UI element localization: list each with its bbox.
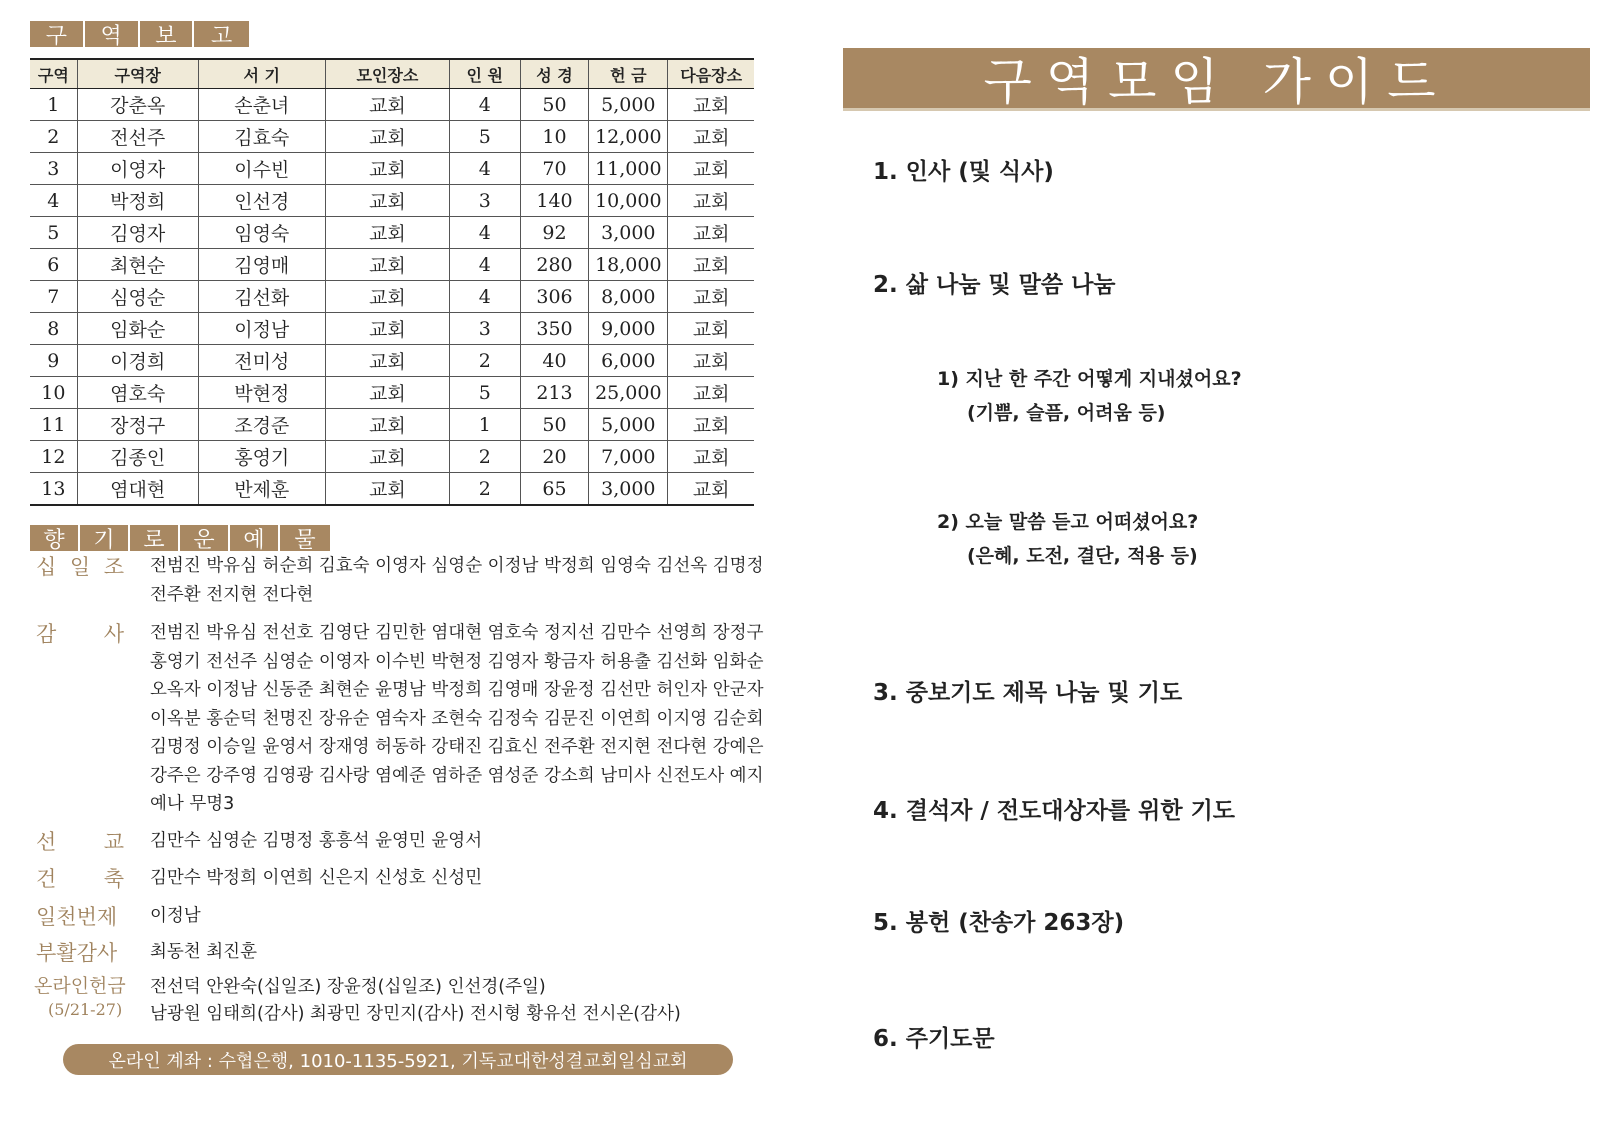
table-cell: 교회 [668, 185, 754, 217]
table-cell: 5 [30, 217, 77, 249]
label-char: 감 [36, 622, 57, 646]
table-cell: 25,000 [589, 377, 668, 409]
table-row [30, 281, 754, 313]
table-cell: 3,000 [589, 473, 668, 506]
online-period: (5/21-27) [48, 1000, 123, 1019]
thousand-names: 이정남 [150, 906, 201, 926]
table-cell: 염대현 [77, 473, 198, 506]
table-cell: 8,000 [589, 281, 668, 313]
table-cell: 10 [30, 377, 77, 409]
table-cell: 11,000 [589, 153, 668, 185]
table-cell: 임화순 [77, 313, 198, 345]
table-cell: 213 [520, 377, 589, 409]
online-names-line: 남광원 임태희(감사) 최광민 장민지(감사) 전시형 황유선 전시온(감사) [150, 1004, 681, 1024]
table-cell: 1 [30, 89, 77, 121]
table-cell: 12 [30, 441, 77, 473]
table-cell: 65 [520, 473, 589, 506]
table-cell: 교회 [325, 441, 449, 473]
table-cell: 박정희 [77, 185, 198, 217]
table-cell: 6 [30, 249, 77, 281]
table-cell: 5,000 [589, 89, 668, 121]
table-cell: 3 [449, 185, 520, 217]
offering-section-header [30, 525, 330, 551]
district-report-table [30, 58, 754, 506]
table-cell: 교회 [325, 121, 449, 153]
table-cell: 이영자 [77, 153, 198, 185]
table-row [30, 121, 754, 153]
table-row [30, 313, 754, 345]
table-cell: 김종인 [77, 441, 198, 473]
header-char: 구 [30, 21, 85, 47]
online-names-line: 전선덕 안완숙(십일조) 장윤정(십일조) 인선경(주일) [150, 977, 546, 997]
table-cell: 5 [449, 377, 520, 409]
table-cell: 교회 [668, 473, 754, 506]
column-header: 모인장소 [325, 59, 449, 89]
guide-item: 4. 결석자 / 전도대상자를 위한 기도 [873, 798, 1236, 824]
table-cell: 2 [449, 473, 520, 506]
label-char: 십 [36, 555, 57, 579]
table-cell: 4 [449, 217, 520, 249]
header-char: 역 [85, 21, 140, 47]
tithe-names: 전범진 박유심 허순희 김효숙 이영자 심영순 이정남 박정희 임영숙 김선옥 김명정 전주환 전지현 전다현 [150, 556, 764, 605]
table-cell: 13 [30, 473, 77, 506]
table-cell: 교회 [325, 217, 449, 249]
easter-label: 부활감사 [36, 941, 118, 965]
table-cell: 교회 [325, 281, 449, 313]
online-names [150, 974, 790, 1028]
table-cell: 9,000 [589, 313, 668, 345]
table-cell: 2 [449, 345, 520, 377]
table-cell: 3 [449, 313, 520, 345]
table-cell: 18,000 [589, 249, 668, 281]
table-cell: 10,000 [589, 185, 668, 217]
header-char: 향 [30, 525, 80, 551]
table-cell: 김효숙 [198, 121, 325, 153]
table-cell: 김영자 [77, 217, 198, 249]
table-row [30, 345, 754, 377]
mission-names: 김만수 심영순 김명정 홍흥석 윤영민 윤영서 [150, 831, 483, 851]
table-cell: 반제훈 [198, 473, 325, 506]
table-cell: 교회 [325, 313, 449, 345]
guide-title: 구역모임 가이드 [843, 48, 1590, 111]
table-cell: 2 [449, 441, 520, 473]
label-char: 선 [36, 830, 57, 854]
guide-subitem-question: 1) 지난 한 주간 어떻게 지내셨어요? [937, 368, 1242, 390]
guide-subitem [937, 362, 1242, 430]
column-header: 서 기 [198, 59, 325, 89]
table-cell: 교회 [325, 249, 449, 281]
header-char: 보 [140, 21, 195, 47]
report-section-header [30, 21, 249, 47]
building-names: 김만수 박정희 이연희 신은지 신성호 신성민 [150, 868, 483, 888]
table-cell: 이경희 [77, 345, 198, 377]
header-char: 물 [294, 527, 316, 553]
table-row [30, 217, 754, 249]
table-cell: 3 [30, 153, 77, 185]
table-cell: 인선경 [198, 185, 325, 217]
table-cell: 교회 [668, 441, 754, 473]
table-cell: 전선주 [77, 121, 198, 153]
table-cell: 92 [520, 217, 589, 249]
header-char: 예 [230, 525, 280, 551]
table-cell: 40 [520, 345, 589, 377]
table-cell: 140 [520, 185, 589, 217]
table-cell: 20 [520, 441, 589, 473]
table-cell: 4 [30, 185, 77, 217]
table-cell: 3,000 [589, 217, 668, 249]
header-char: 운 [180, 525, 230, 551]
table-row [30, 153, 754, 185]
guide-item: 1. 인사 (및 식사) [873, 159, 1054, 185]
table-cell: 2 [30, 121, 77, 153]
table-cell: 염호숙 [77, 377, 198, 409]
table-cell: 8 [30, 313, 77, 345]
table-cell: 7 [30, 281, 77, 313]
header-char: 고 [210, 23, 233, 49]
table-cell: 교회 [668, 121, 754, 153]
table-cell: 교회 [668, 281, 754, 313]
guide-item: 3. 중보기도 제목 나눔 및 기도 [873, 680, 1183, 706]
table-cell: 교회 [325, 409, 449, 441]
table-row [30, 89, 754, 121]
table-row [30, 409, 754, 441]
table-cell: 50 [520, 409, 589, 441]
guide-subitem-examples: (기쁨, 슬픔, 어려움 등) [967, 402, 1166, 424]
table-cell: 교회 [325, 153, 449, 185]
table-cell: 4 [449, 249, 520, 281]
table-row [30, 249, 754, 281]
column-header: 구역 [30, 59, 77, 89]
table-cell: 김선화 [198, 281, 325, 313]
table-cell: 교회 [668, 377, 754, 409]
table-cell: 306 [520, 281, 589, 313]
guide-item: 6. 주기도문 [873, 1026, 995, 1052]
table-cell: 5,000 [589, 409, 668, 441]
table-cell: 70 [520, 153, 589, 185]
table-cell: 280 [520, 249, 589, 281]
table-cell: 이수빈 [198, 153, 325, 185]
tithe-label [36, 552, 124, 582]
column-header: 인 원 [449, 59, 520, 89]
table-cell: 4 [449, 281, 520, 313]
table-cell: 1 [449, 409, 520, 441]
label-char: 일 [69, 555, 91, 579]
table-cell: 5 [449, 121, 520, 153]
table-cell: 교회 [325, 185, 449, 217]
column-header: 성 경 [520, 59, 589, 89]
table-cell: 교회 [325, 473, 449, 506]
guide-subitem [937, 505, 1198, 573]
table-cell: 7,000 [589, 441, 668, 473]
table-cell: 홍영기 [198, 441, 325, 473]
table-cell: 손춘녀 [198, 89, 325, 121]
table-cell: 교회 [668, 345, 754, 377]
table-cell: 강춘옥 [77, 89, 198, 121]
table-cell: 교회 [668, 89, 754, 121]
table-cell: 9 [30, 345, 77, 377]
table-cell: 전미성 [198, 345, 325, 377]
table-cell: 교회 [668, 249, 754, 281]
thousand-label: 일천번제 [36, 905, 118, 929]
label-char: 사 [103, 622, 124, 646]
table-cell: 이정남 [198, 313, 325, 345]
online-label: 온라인헌금 [34, 975, 126, 997]
guide-item: 5. 봉헌 (찬송가 263장) [873, 910, 1125, 936]
account-banner: 온라인 계좌 : 수협은행, 1010-1135-5921, 기독교대한성결교회일심교회 [63, 1044, 733, 1075]
column-header: 다음장소 [668, 59, 754, 89]
table-cell: 교회 [325, 377, 449, 409]
table-cell: 50 [520, 89, 589, 121]
table-cell: 4 [449, 89, 520, 121]
guide-subitem-question: 2) 오늘 말씀 듣고 어떠셨어요? [937, 511, 1199, 533]
guide-item: 2. 삶 나눔 및 말씀 나눔 [873, 272, 1116, 298]
mission-label [36, 827, 124, 857]
table-row [30, 473, 754, 506]
table-cell: 350 [520, 313, 589, 345]
table-cell: 12,000 [589, 121, 668, 153]
label-char: 조 [103, 555, 124, 579]
table-row [30, 185, 754, 217]
table-cell: 임영숙 [198, 217, 325, 249]
label-char: 교 [103, 830, 124, 854]
header-char: 로 [130, 525, 180, 551]
table-cell: 최현순 [77, 249, 198, 281]
table-row [30, 377, 754, 409]
table-cell: 6,000 [589, 345, 668, 377]
table-cell: 10 [520, 121, 589, 153]
label-char: 축 [103, 867, 124, 891]
column-header: 구역장 [77, 59, 198, 89]
table-cell: 교회 [668, 217, 754, 249]
table-cell: 장정구 [77, 409, 198, 441]
building-label [36, 864, 124, 894]
table-cell: 교회 [325, 89, 449, 121]
easter-names: 최동천 최진훈 [150, 942, 257, 962]
table-cell: 4 [449, 153, 520, 185]
table-cell: 교회 [668, 409, 754, 441]
table-cell: 교회 [325, 345, 449, 377]
table-cell: 조경준 [198, 409, 325, 441]
thanks-names: 전범진 박유심 전선호 김영단 김민한 염대현 염호숙 정지선 김만수 선영희 장정구 홍영기 전선주 심영순 이영자 이수빈 박현정 김영자 황금자 허용출 김선화 임화순 오옥자 이정남 신동준 최현순 윤명남 박정희 김영매 장윤정 김선만 허인자 안군자 이옥분 홍순덕 천명진 장유순 염숙자 조현숙 김정숙 김문진 이연희 이지영 김순회 김명정 이승일 윤영서 장재영 허동하 강태진 김효신 전주환 전지현 전다현 강예은 강주은 강주영 김영광 김사랑 염예준 염하준 염성준 강소희 남미사 신전도사 예지 예나 무명3 [150, 623, 764, 814]
table-cell: 심영순 [77, 281, 198, 313]
table-cell: 11 [30, 409, 77, 441]
label-char: 건 [36, 867, 57, 891]
table-header-row [30, 59, 754, 89]
thanks-label [36, 619, 124, 649]
column-header: 헌 금 [589, 59, 668, 89]
table-row [30, 441, 754, 473]
table-cell: 교회 [668, 153, 754, 185]
table-cell: 박현정 [198, 377, 325, 409]
table-cell: 김영매 [198, 249, 325, 281]
table-cell: 교회 [668, 313, 754, 345]
header-char: 기 [80, 525, 130, 551]
guide-subitem-examples: (은혜, 도전, 결단, 적용 등) [967, 545, 1198, 567]
